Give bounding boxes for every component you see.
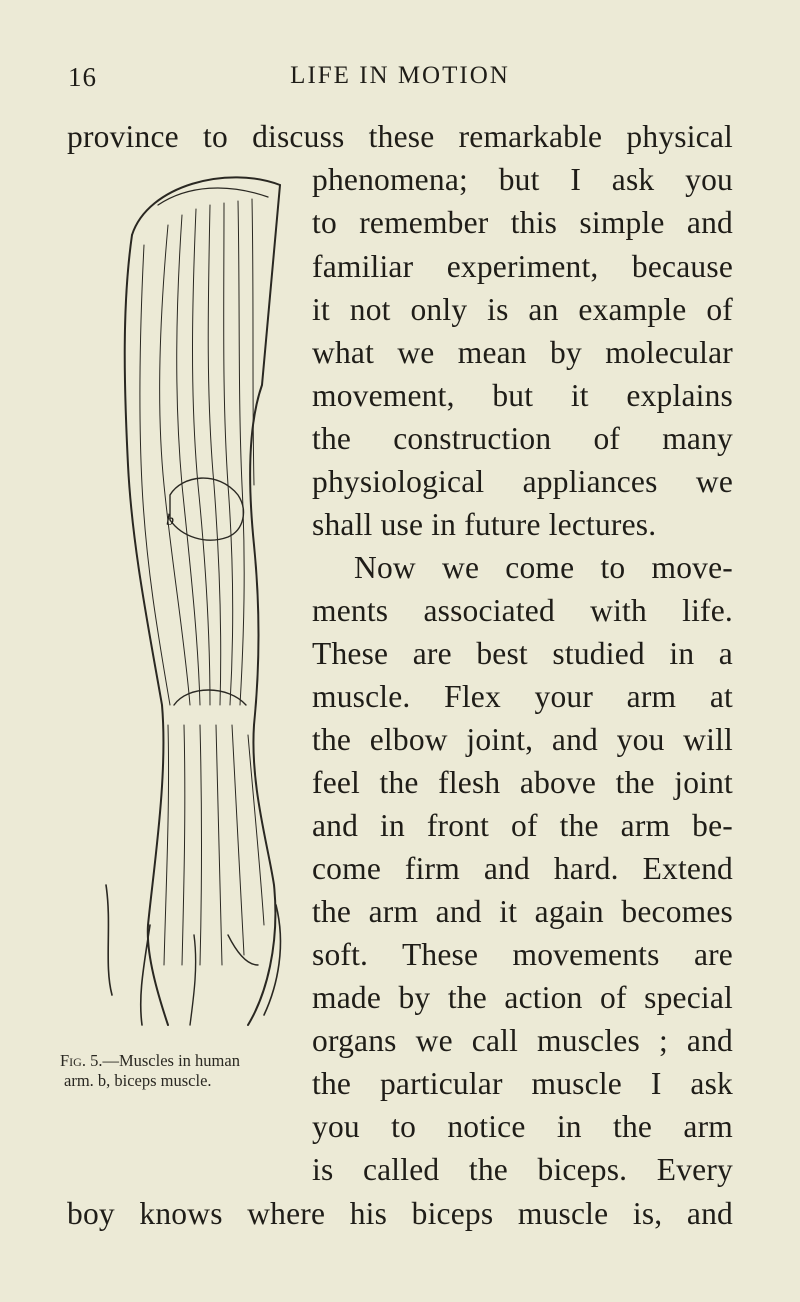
arm-muscle-illustration (98, 165, 288, 1045)
caption-line-2: arm. b, biceps muscle. (64, 1071, 212, 1090)
text-line: movement, but it explains (312, 378, 733, 413)
text-line: These are best studied in a (312, 636, 733, 671)
caption-label: Fig. 5. (60, 1051, 103, 1070)
text-line: familiar experiment, because (312, 249, 733, 284)
text-line: the particular muscle I ask (312, 1066, 733, 1101)
page-header (68, 62, 732, 102)
text-line: the arm and it again becomes (312, 894, 733, 929)
text-line: physiological appliances we (312, 464, 733, 499)
text-line: organs we call muscles ; and (312, 1023, 733, 1058)
running-head: LIFE IN MOTION (290, 62, 510, 89)
text-line: feel the flesh above the joint (312, 765, 733, 800)
text-line: the construction of many (312, 421, 733, 456)
text-line: come firm and hard. Extend (312, 851, 733, 886)
text-line: muscle. Flex your arm at (312, 679, 733, 714)
text-line: made by the action of special (312, 980, 733, 1015)
page-number: 16 (68, 62, 97, 92)
caption-text: —Muscles in human (102, 1051, 240, 1070)
figure-caption (60, 1051, 295, 1091)
text-line: province to discuss these remarkable physical (67, 119, 733, 154)
text-line: phenomena; but I ask you (312, 162, 733, 197)
text-line: and in front of the arm be- (312, 808, 733, 843)
text-line: it not only is an example of (312, 292, 733, 327)
text-line: to remember this simple and (312, 205, 733, 240)
text-line: the elbow joint, and you will (312, 722, 733, 757)
text-line: shall use in future lectures. (312, 507, 657, 542)
text-line: Now we come to move- (354, 550, 733, 585)
label-b: b (166, 512, 174, 529)
text-line: you to notice in the arm (312, 1109, 733, 1144)
text-line: soft. These movements are (312, 937, 733, 972)
text-line: boy knows where his biceps muscle is, and (67, 1196, 733, 1231)
text-line: what we mean by molecular (312, 335, 733, 370)
text-line: is called the biceps. Every (312, 1152, 733, 1187)
text-line: ments associated with life. (312, 593, 733, 628)
